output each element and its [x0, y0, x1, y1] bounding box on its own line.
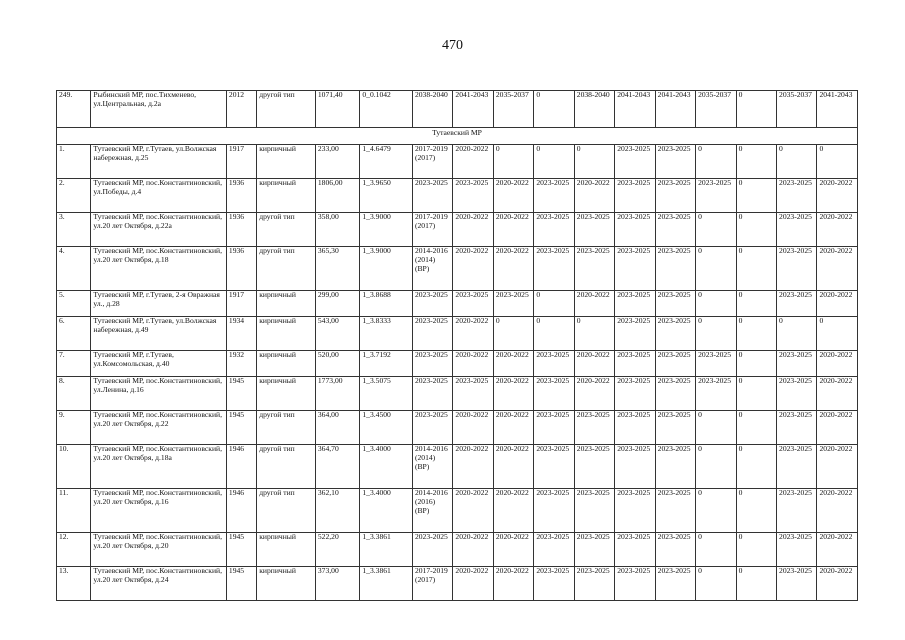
address-cell: Рыбинский МР, пос.Тихменево, ул.Центральная, д.2а: [91, 91, 227, 128]
period-cell: 2023-2025: [615, 317, 655, 351]
period-cell: 2023-2025: [777, 247, 817, 291]
area-cell: 358,00: [315, 213, 360, 247]
year-cell: 1936: [226, 179, 256, 213]
period-cell: 0: [574, 145, 614, 179]
wall-type-cell: кирпичный: [257, 377, 316, 411]
wall-type-cell: кирпичный: [257, 179, 316, 213]
index-cell: 1_3.9000: [360, 213, 413, 247]
period-cell: 2023-2025: [655, 377, 695, 411]
period-cell: 2023-2025: [453, 179, 493, 213]
period-cell: 2023-2025: [574, 445, 614, 489]
period-cell: 2023-2025: [777, 567, 817, 601]
row-number: 5.: [57, 291, 91, 317]
period-cell: 0: [736, 145, 776, 179]
address-cell: Тутаевский МР, пос.Константиновский, ул.20 лет Октября, д.22а: [91, 213, 227, 247]
period-cell: 2020-2022: [817, 411, 858, 445]
section-row: [57, 128, 858, 145]
table-row: [57, 351, 858, 377]
period-cell: 2020-2022: [453, 533, 493, 567]
year-cell: 1934: [226, 317, 256, 351]
wall-type-cell: другой тип: [257, 91, 316, 128]
period-cell: 2023-2025: [777, 489, 817, 533]
address-cell: Тутаевский МР, г.Тутаев, ул.Волжская набережная, д.25: [91, 145, 227, 179]
period-cell: 2023-2025: [655, 351, 695, 377]
period-cell: 2023-2025: [655, 145, 695, 179]
row-number: 9.: [57, 411, 91, 445]
period-cell: 2023-2025: [412, 179, 452, 213]
period-cell: 2023-2025: [615, 247, 655, 291]
period-cell: 2020-2022: [817, 213, 858, 247]
table-row: [57, 489, 858, 533]
period-cell: 2020-2022: [453, 317, 493, 351]
year-cell: 1945: [226, 533, 256, 567]
period-cell: 0: [696, 145, 736, 179]
index-cell: 1_3.9000: [360, 247, 413, 291]
wall-type-cell: другой тип: [257, 213, 316, 247]
period-cell: 0: [777, 317, 817, 351]
period-cell: 2023-2025: [696, 179, 736, 213]
period-cell: 0: [696, 489, 736, 533]
period-cell: 2023-2025: [574, 247, 614, 291]
period-cell: 0: [696, 317, 736, 351]
period-cell: 2023-2025: [412, 291, 452, 317]
period-cell: 2023-2025: [655, 489, 695, 533]
period-cell: 2020-2022: [817, 567, 858, 601]
period-cell: 2023-2025: [777, 445, 817, 489]
area-cell: 522,20: [315, 533, 360, 567]
period-cell: 2023-2025: [534, 247, 574, 291]
period-cell: 2023-2025: [453, 377, 493, 411]
table-row: [57, 411, 858, 445]
period-cell: 2020-2022: [493, 351, 533, 377]
period-cell: 2020-2022: [817, 351, 858, 377]
period-cell: 2023-2025: [574, 533, 614, 567]
period-cell: 2020-2022: [574, 291, 614, 317]
address-cell: Тутаевский МР, пос.Константиновский, ул.20 лет Октября, д.16: [91, 489, 227, 533]
table-row: [57, 179, 858, 213]
wall-type-cell: другой тип: [257, 411, 316, 445]
row-number: 10.: [57, 445, 91, 489]
period-cell: 2020-2022: [817, 291, 858, 317]
row-number: 249.: [57, 91, 91, 128]
period-cell: 2023-2025: [615, 533, 655, 567]
period-cell: 2020-2022: [574, 179, 614, 213]
area-cell: 365,30: [315, 247, 360, 291]
period-cell: 2023-2025: [777, 179, 817, 213]
wall-type-cell: кирпичный: [257, 317, 316, 351]
address-cell: Тутаевский МР, пос.Константиновский, ул.20 лет Октября, д.22: [91, 411, 227, 445]
period-cell: 2023-2025: [615, 377, 655, 411]
period-cell: 2020-2022: [574, 351, 614, 377]
period-cell: 2020-2022: [493, 489, 533, 533]
period-cell: 0: [736, 411, 776, 445]
wall-type-cell: другой тип: [257, 489, 316, 533]
period-cell: 2023-2025: [655, 567, 695, 601]
address-cell: Тутаевский МР, пос.Константиновский, ул.20 лет Октября, д.24: [91, 567, 227, 601]
period-cell: 2023-2025: [574, 567, 614, 601]
period-cell: 0: [736, 247, 776, 291]
period-cell: 2017-2019 (2017): [412, 145, 452, 179]
address-cell: Тутаевский МР, пос.Константиновский, ул.Победы, д.4: [91, 179, 227, 213]
period-cell: 0: [696, 247, 736, 291]
period-cell: 2023-2025: [777, 291, 817, 317]
period-cell: 2023-2025: [777, 411, 817, 445]
period-cell: 2023-2025: [777, 351, 817, 377]
period-cell: 2023-2025: [534, 351, 574, 377]
address-cell: Тутаевский МР, пос.Константиновский, ул.Ленина, д.16: [91, 377, 227, 411]
period-cell: 2023-2025: [534, 213, 574, 247]
period-cell: 0: [493, 145, 533, 179]
year-cell: 1945: [226, 567, 256, 601]
period-cell: 0: [534, 291, 574, 317]
area-cell: 364,00: [315, 411, 360, 445]
period-cell: 2020-2022: [453, 445, 493, 489]
period-cell: 2041-2043: [817, 91, 858, 128]
table-row: [57, 291, 858, 317]
year-cell: 1936: [226, 213, 256, 247]
period-cell: 0: [534, 145, 574, 179]
section-title: Тутаевский МР: [57, 128, 858, 145]
row-number: 2.: [57, 179, 91, 213]
year-cell: 1936: [226, 247, 256, 291]
period-cell: 2017-2019 (2017): [412, 213, 452, 247]
period-cell: 2038-2040: [574, 91, 614, 128]
period-cell: 0: [696, 445, 736, 489]
period-cell: 2023-2025: [534, 533, 574, 567]
period-cell: 2023-2025: [655, 213, 695, 247]
period-cell: 2023-2025: [412, 377, 452, 411]
wall-type-cell: другой тип: [257, 247, 316, 291]
period-cell: 2017-2019 (2017): [412, 567, 452, 601]
period-cell: 2023-2025: [615, 291, 655, 317]
row-number: 7.: [57, 351, 91, 377]
wall-type-cell: другой тип: [257, 445, 316, 489]
period-cell: 2023-2025: [655, 317, 695, 351]
period-cell: 2020-2022: [817, 445, 858, 489]
wall-type-cell: кирпичный: [257, 145, 316, 179]
period-cell: 2023-2025: [696, 351, 736, 377]
period-cell: 0: [696, 533, 736, 567]
period-cell: 2020-2022: [453, 145, 493, 179]
housing-register-table: [56, 90, 858, 601]
year-cell: 2012: [226, 91, 256, 128]
wall-type-cell: кирпичный: [257, 351, 316, 377]
area-cell: 520,00: [315, 351, 360, 377]
address-cell: Тутаевский МР, пос.Константиновский, ул.20 лет Октября, д.18: [91, 247, 227, 291]
period-cell: 2020-2022: [453, 247, 493, 291]
period-cell: 0: [574, 317, 614, 351]
index-cell: 1_3.3861: [360, 533, 413, 567]
index-cell: 1_3.9650: [360, 179, 413, 213]
address-cell: Тутаевский МР, пос.Константиновский, ул.20 лет Октября, д.18а: [91, 445, 227, 489]
period-cell: 0: [817, 145, 858, 179]
period-cell: 0: [696, 411, 736, 445]
index-cell: 1_3.5075: [360, 377, 413, 411]
area-cell: 1071,40: [315, 91, 360, 128]
period-cell: 0: [736, 291, 776, 317]
year-cell: 1932: [226, 351, 256, 377]
index-cell: 1_3.4500: [360, 411, 413, 445]
area-cell: 373,00: [315, 567, 360, 601]
period-cell: 2020-2022: [453, 567, 493, 601]
period-cell: 2023-2025: [777, 377, 817, 411]
period-cell: 2023-2025: [615, 567, 655, 601]
area-cell: 543,00: [315, 317, 360, 351]
period-cell: 0: [534, 91, 574, 128]
period-cell: 2023-2025: [615, 213, 655, 247]
address-cell: Тутаевский МР, г.Тутаев, ул.Комсомольская, д.40: [91, 351, 227, 377]
index-cell: 0_0.1042: [360, 91, 413, 128]
period-cell: 2020-2022: [817, 489, 858, 533]
row-number: 6.: [57, 317, 91, 351]
period-cell: 2023-2025: [655, 247, 695, 291]
period-cell: 2023-2025: [615, 489, 655, 533]
period-cell: 2023-2025: [777, 213, 817, 247]
wall-type-cell: кирпичный: [257, 291, 316, 317]
period-cell: 2023-2025: [412, 411, 452, 445]
period-cell: 0: [736, 567, 776, 601]
period-cell: 0: [736, 377, 776, 411]
index-cell: 1_3.7192: [360, 351, 413, 377]
period-cell: 2023-2025: [534, 377, 574, 411]
period-cell: 0: [736, 533, 776, 567]
year-cell: 1917: [226, 291, 256, 317]
period-cell: 2020-2022: [453, 213, 493, 247]
year-cell: 1946: [226, 445, 256, 489]
period-cell: 2023-2025: [534, 411, 574, 445]
row-number: 3.: [57, 213, 91, 247]
period-cell: 2023-2025: [534, 567, 574, 601]
period-cell: 2020-2022: [453, 411, 493, 445]
wall-type-cell: кирпичный: [257, 567, 316, 601]
period-cell: 2023-2025: [574, 489, 614, 533]
table-row: [57, 91, 858, 128]
row-number: 12.: [57, 533, 91, 567]
period-cell: 2014-2016 (2014) (ВР): [412, 445, 452, 489]
area-cell: 1773,00: [315, 377, 360, 411]
row-number: 1.: [57, 145, 91, 179]
area-cell: 364,70: [315, 445, 360, 489]
table-row: [57, 567, 858, 601]
period-cell: 0: [736, 445, 776, 489]
period-cell: 2020-2022: [453, 351, 493, 377]
address-cell: Тутаевский МР, г.Тутаев, 2-я Овражная ул., д.28: [91, 291, 227, 317]
period-cell: 2020-2022: [817, 533, 858, 567]
index-cell: 1_3.3861: [360, 567, 413, 601]
period-cell: 0: [696, 213, 736, 247]
period-cell: 2041-2043: [655, 91, 695, 128]
area-cell: 1806,00: [315, 179, 360, 213]
period-cell: 2023-2025: [412, 317, 452, 351]
period-cell: 2023-2025: [615, 351, 655, 377]
address-cell: Тутаевский МР, г.Тутаев, ул.Волжская набережная, д.49: [91, 317, 227, 351]
period-cell: 0: [736, 179, 776, 213]
period-cell: 2023-2025: [615, 411, 655, 445]
period-cell: 0: [736, 213, 776, 247]
period-cell: 0: [736, 91, 776, 128]
period-cell: 2020-2022: [817, 247, 858, 291]
period-cell: 2023-2025: [655, 533, 695, 567]
index-cell: 1_4.6479: [360, 145, 413, 179]
period-cell: 2023-2025: [453, 291, 493, 317]
period-cell: 2023-2025: [493, 291, 533, 317]
table-body: [57, 145, 858, 601]
period-cell: 2023-2025: [534, 445, 574, 489]
row-number: 8.: [57, 377, 91, 411]
wall-type-cell: кирпичный: [257, 533, 316, 567]
period-cell: 2035-2037: [493, 91, 533, 128]
period-cell: 2023-2025: [655, 179, 695, 213]
period-cell: 2014-2016 (2016) (ВР): [412, 489, 452, 533]
period-cell: 2020-2022: [493, 411, 533, 445]
period-cell: 2020-2022: [493, 247, 533, 291]
period-cell: 0: [493, 317, 533, 351]
period-cell: 2023-2025: [615, 179, 655, 213]
index-cell: 1_3.4000: [360, 489, 413, 533]
period-cell: 2023-2025: [777, 533, 817, 567]
period-cell: 2020-2022: [493, 377, 533, 411]
table-row: [57, 377, 858, 411]
period-cell: 0: [736, 317, 776, 351]
period-cell: 2020-2022: [493, 179, 533, 213]
period-cell: 2020-2022: [493, 213, 533, 247]
period-cell: 2023-2025: [412, 351, 452, 377]
page-number: 470: [442, 38, 463, 53]
period-cell: 2038-2040: [412, 91, 452, 128]
period-cell: 0: [696, 291, 736, 317]
period-cell: 2020-2022: [493, 445, 533, 489]
table-row: [57, 213, 858, 247]
period-cell: 2023-2025: [534, 489, 574, 533]
year-cell: 1946: [226, 489, 256, 533]
period-cell: 2035-2037: [696, 91, 736, 128]
period-cell: 0: [817, 317, 858, 351]
table-row: [57, 145, 858, 179]
period-cell: 2023-2025: [412, 533, 452, 567]
period-cell: 2020-2022: [574, 377, 614, 411]
index-cell: 1_3.8688: [360, 291, 413, 317]
year-cell: 1917: [226, 145, 256, 179]
period-cell: 2023-2025: [534, 179, 574, 213]
period-cell: 2023-2025: [574, 411, 614, 445]
period-cell: 2023-2025: [655, 445, 695, 489]
year-cell: 1945: [226, 411, 256, 445]
table-row: [57, 317, 858, 351]
row-number: 4.: [57, 247, 91, 291]
index-cell: 1_3.8333: [360, 317, 413, 351]
period-cell: 0: [736, 489, 776, 533]
period-cell: 2020-2022: [817, 377, 858, 411]
table-row: [57, 247, 858, 291]
period-cell: 0: [534, 317, 574, 351]
period-cell: 2023-2025: [615, 445, 655, 489]
row-number: 13.: [57, 567, 91, 601]
period-cell: 2014-2016 (2014) (ВР): [412, 247, 452, 291]
period-cell: 2023-2025: [655, 411, 695, 445]
year-cell: 1945: [226, 377, 256, 411]
area-cell: 362,10: [315, 489, 360, 533]
table-row: [57, 445, 858, 489]
area-cell: 299,00: [315, 291, 360, 317]
index-cell: 1_3.4000: [360, 445, 413, 489]
period-cell: 2020-2022: [453, 489, 493, 533]
address-cell: Тутаевский МР, пос.Константиновский, ул.20 лет Октября, д.20: [91, 533, 227, 567]
period-cell: 0: [736, 351, 776, 377]
period-cell: 2023-2025: [574, 213, 614, 247]
row-number: 11.: [57, 489, 91, 533]
period-cell: 2020-2022: [493, 567, 533, 601]
period-cell: 2023-2025: [696, 377, 736, 411]
period-cell: 0: [777, 145, 817, 179]
period-cell: 0: [696, 567, 736, 601]
period-cell: 2020-2022: [493, 533, 533, 567]
period-cell: 2035-2037: [777, 91, 817, 128]
period-cell: 2023-2025: [615, 145, 655, 179]
table-row: [57, 533, 858, 567]
period-cell: 2020-2022: [817, 179, 858, 213]
period-cell: 2023-2025: [655, 291, 695, 317]
period-cell: 2041-2043: [615, 91, 655, 128]
area-cell: 233,00: [315, 145, 360, 179]
period-cell: 2041-2043: [453, 91, 493, 128]
